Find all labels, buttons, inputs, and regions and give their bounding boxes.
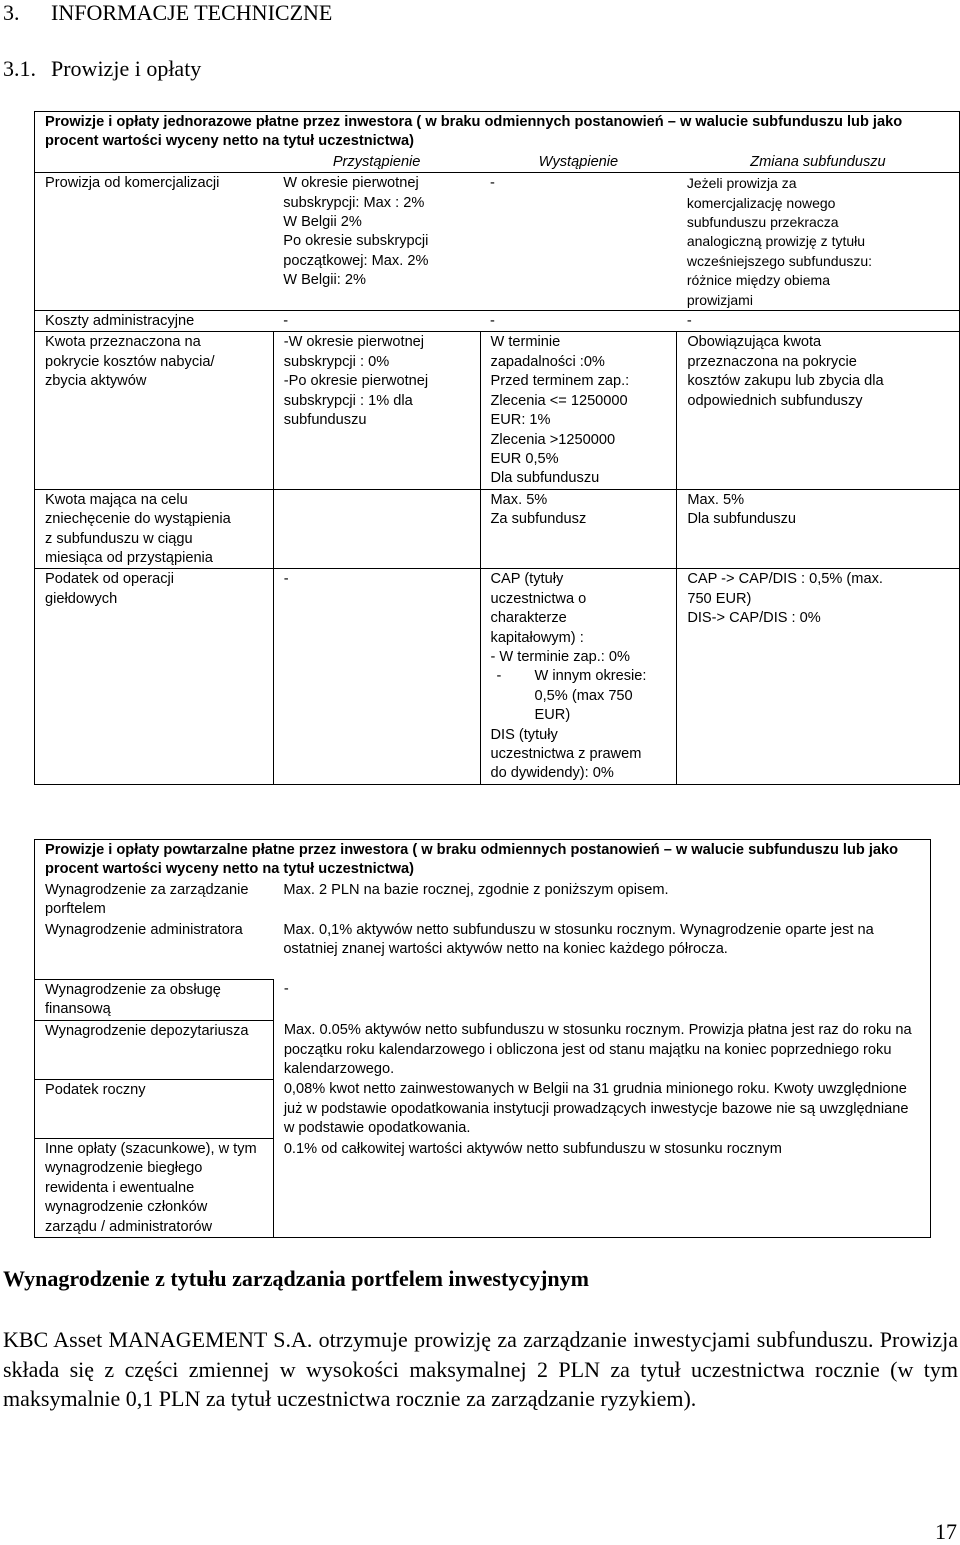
cell-switch: -: [677, 311, 960, 332]
heading-number: 3.1.: [3, 56, 36, 81]
heading-section-3-1: [3, 56, 201, 82]
body-paragraph: KBC Asset MANAGEMENT S.A. otrzymuje prowizję za zarządzanie inwestycjami subfunduszu. Prowizja składa się z części zmiennej w wysokości maksymalnej 2 PLN za tytuł uczestnictwa rocznie (w tym maksymalnie 0,1 PLN za tytuł uczestnictwa rocznie za zarządzanie ryzykiem).: [3, 1327, 958, 1412]
cell-switch: Jeżeli prowizja za komercjalizację nowego subfunduszu przekracza analogiczną prowizję z tytułu wcześniejszego subfunduszu: różnice między obiema prowizjami: [677, 173, 960, 311]
row-value: 0,08% kwot netto zainwestowanych w Belgii na 31 grudnia minionego roku. Kwoty uwzględnione już w podstawie opodatkowania instytucji prowadzących inwestycje bazowe nie są uwzględniane w podstawie opodatkowania.: [283, 1081, 909, 1137]
row-label: Podatek roczny: [35, 1079, 274, 1138]
row-value: Max. 0,1% aktywów netto subfunduszu w stosunku rocznym. Wynagrodzenie oparte jest na ostatniej znanej wartości aktywów netto na koniec każdego półrocza.: [283, 921, 874, 958]
table-row: [35, 489, 960, 569]
list-marker: -: [496, 668, 502, 685]
table-row: [35, 173, 960, 311]
row-label: Podatek od operacji giełdowych: [35, 569, 274, 784]
cell-entry: -W okresie pierwotnej subskrypcji : 0% -Po okresie pierwotnej subskrypcji : 1% dla subfunduszu: [273, 332, 480, 489]
heading-text: Prowizje i opłaty: [51, 56, 202, 81]
table-row: [35, 979, 931, 1020]
recurring-fees-table: [34, 839, 931, 1238]
cell-switch: Max. 5% Dla subfunduszu: [677, 489, 960, 569]
row-label: Wynagrodzenie administratora: [45, 921, 243, 938]
column-header-entry: Przystąpienie: [332, 153, 421, 170]
row-label: Prowizja od komercjalizacji: [35, 173, 274, 311]
cell-entry: W okresie pierwotnej subskrypcji: Max : 2% W Belgii 2% Po okresie subskrypcji początkowej: Max. 2% W Belgii: 2%: [273, 173, 480, 311]
row-label: Kwota przeznaczona na pokrycie kosztów nabycia/ zbycia aktywów: [35, 332, 274, 489]
column-header-switch: Zmiana subfunduszu: [750, 153, 886, 170]
row-label: Inne opłaty (szacunkowe), w tym wynagrodzenie biegłego rewidenta i ewentualne wynagrodzenie członków zarządu / administratorów: [35, 1139, 274, 1238]
section-heading: Wynagrodzenie z tytułu zarządzania portfelem inwestycyjnym: [3, 1266, 589, 1291]
row-label: Wynagrodzenie za zarządzanie porftelem: [45, 881, 249, 918]
table-row: [35, 311, 960, 332]
table-title: Prowizje i opłaty powtarzalne płatne przez inwestora ( w braku odmiennych postanowień – w walucie subfunduszu lub jako procent wartości wyceny netto na tytuł uczestnictwa): [45, 842, 899, 878]
row-label: Wynagrodzenie depozytariusza: [35, 1020, 274, 1079]
table-row: [35, 332, 960, 489]
page-number: 17: [935, 1519, 957, 1544]
cell-switch: CAP -> CAP/DIS : 0,5% (max. 750 EUR) DIS-> CAP/DIS : 0%: [677, 569, 960, 784]
table-row: [35, 1020, 931, 1079]
cell-entry: -: [273, 569, 480, 784]
cell-exit: -: [480, 311, 677, 332]
one-time-fees-table: [34, 111, 960, 785]
heading-section-3: [3, 0, 332, 26]
table-title: Prowizje i opłaty jednorazowe płatne przez inwestora ( w braku odmiennych postanowień – w walucie subfunduszu lub jako procent wartości wyceny netto na tytuł uczestnictwa): [45, 114, 903, 150]
row-label: Koszty administracyjne: [35, 311, 274, 332]
table-row: [35, 569, 960, 784]
row-value: 0.1% od całkowitej wartości aktywów netto subfunduszu w stosunku rocznym: [283, 1140, 782, 1157]
column-header-exit: Wystąpienie: [538, 153, 619, 170]
cell-entry: -: [273, 311, 480, 332]
table-row: [35, 1139, 931, 1238]
row-value: Max. 0.05% aktywów netto subfunduszu w stosunku rocznym. Prowizja płatna jest raz do roku na początku roku kalendarzowego i obliczona jest od stanu majątku na koniec poprzedniego roku kalendarzowego.: [283, 1022, 912, 1077]
cell-entry: [273, 489, 480, 569]
table-row: [35, 1079, 931, 1138]
cell-exit: Max. 5% Za subfundusz: [480, 489, 677, 569]
table-row: [35, 880, 931, 920]
row-value: -: [283, 981, 289, 998]
table-row: [35, 920, 931, 980]
heading-number: 3.: [3, 0, 20, 25]
cell-exit: -: [480, 173, 677, 311]
row-value: Max. 2 PLN na bazie rocznej, zgodnie z poniższym opisem.: [283, 881, 669, 898]
cell-exit: W terminie zapadalności :0% Przed terminem zap.: Zlecenia <= 1250000 EUR: 1% Zlecenia >1250000 EUR 0,5% Dla subfunduszu: [480, 332, 677, 489]
cell-switch: Obowiązująca kwota przeznaczona na pokrycie kosztów zakupu lub zbycia dla odpowiednich subfunduszy: [677, 332, 960, 489]
row-label: Wynagrodzenie za obsługę finansową: [35, 979, 274, 1020]
heading-text: INFORMACJE TECHNICZNE: [51, 0, 333, 25]
row-label: Kwota mająca na celu zniechęcenie do wystąpienia z subfunduszu w ciągu miesiąca od przystąpienia: [35, 489, 274, 569]
cell-exit: CAP (tytuły uczestnictwa o charakterze kapitałowym) : - W terminie zap.: 0% - W innym okresie: 0,5% (max 750 EUR) DIS (tytuły uczestnictwa z prawem do dywidendy): 0%: [480, 569, 677, 784]
